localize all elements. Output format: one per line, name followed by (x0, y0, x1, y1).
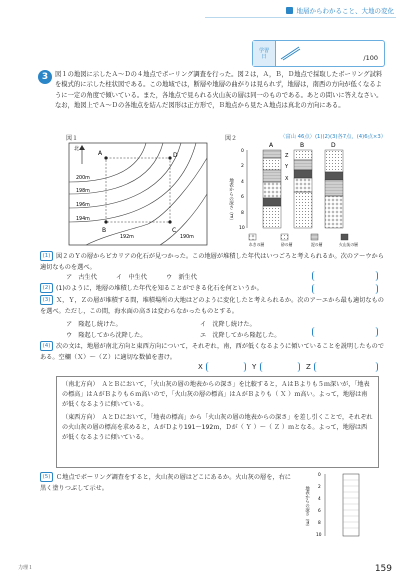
fig3-tick-2: 2 (318, 485, 321, 490)
fig3-tick-8: 8 (318, 521, 321, 526)
q3-answer-box[interactable] (312, 327, 378, 337)
point-d-dot (168, 156, 171, 159)
q3-option-c[interactable]: ウ 隆起してから沈降した。 (66, 332, 147, 339)
empty-column (343, 474, 359, 536)
column-b-label: B (300, 142, 305, 149)
q3-text: Ｘ，Ｙ，Ｚの層が堆積する間，堆積場所の大地はどのように変化したと考えられるか。次のア～エから最も適切なものを選べ。ただし，この間，海水面の高さは変わらなかったものとする。 (40, 297, 384, 315)
q5-number: (5) (40, 472, 53, 482)
q4-blank-y[interactable] (260, 362, 300, 372)
contour-label-192: 192m (120, 235, 134, 240)
question-intro: 図１の地図に示したＡ～Ｄの４地点でボーリング調査を行った。図２は，Ａ，Ｂ，Ｄ地点で採取したボーリング試料を模式的に示した柱状図である。この地域では，断層や地層の曲がりは見られず，地層は，南西の方向が低くなるように一定の角度で傾いている。また，各地点で見られる火山灰の層は同一のものである。あとの問いに答えなさい。なお，地図上でＡ～Ｄの各地点を結んだ図形は正方形で，Ｂ地点から見たＡ地点は真北の方向にある。 (55, 71, 383, 109)
north-label: 北 (74, 146, 80, 152)
fig3-y-axis-label: 地表からの深さ（m） (304, 486, 310, 529)
score-label-top: 学習 (258, 47, 269, 54)
answer-column-chart[interactable] (303, 470, 383, 540)
fig2-legend (249, 234, 358, 247)
score-label-bottom: 日 (261, 53, 267, 60)
layer-x-label: X (285, 176, 289, 182)
figure2-label: 図２ (225, 135, 238, 142)
contour-label-200: 200m (76, 176, 90, 181)
point-c-dot (168, 220, 171, 223)
question-1 (40, 251, 385, 273)
legend-ash: 火山灰の層 (339, 242, 358, 247)
score-label (253, 41, 276, 66)
q1-number: (1) (40, 251, 53, 261)
q4-blank-x[interactable] (206, 362, 246, 372)
q4-blank-y-label: Y (252, 363, 257, 371)
pencil-icon (279, 45, 301, 61)
fig3-tick-10: 10 (316, 533, 322, 538)
explanation-box (56, 376, 379, 468)
point-a-dot (104, 156, 107, 159)
q1-answer-box[interactable] (312, 271, 378, 281)
legend-sand: 砂の層 (281, 242, 293, 247)
fig3-tick-0: 0 (318, 473, 321, 478)
figure1-contour-map (68, 142, 208, 246)
column-a (263, 150, 281, 228)
q2-text: (1)のように，地層の堆積した年代を知ることができる化石を何というか。 (56, 285, 263, 292)
q3-number: (3) (40, 295, 53, 305)
question-3 (40, 295, 385, 317)
question-4 (40, 341, 385, 363)
contour-label-196: 196m (76, 203, 90, 208)
question-number: 3 (38, 70, 52, 84)
column-a-label: A (269, 142, 274, 149)
q3-option-a[interactable]: ア 隆起し続けた。 (66, 321, 122, 328)
header-rule (205, 17, 396, 18)
point-d-label: D (173, 152, 178, 159)
fig2-tick-0: 0 (241, 149, 244, 154)
point-a-label: A (98, 150, 103, 157)
explanation-ew: （東西方向） ＡとＤにおいて，「地表の標高」から「火山灰の層の地表からの深さ」を差し引くことで，それぞれの火山灰の層の標高を求めると，ＡがＤより191～192ｍ，Ｄが（ Ｙ ）～（ Ｚ ）ｍとなる。よって，地層は西が低くなるように傾いている。 (62, 413, 373, 442)
q3-option-b[interactable]: イ 沈降し続けた。 (200, 321, 256, 328)
column-d-label: D (331, 142, 336, 149)
contour-label-194: 194m (76, 217, 90, 222)
legend-mud: 泥の層 (311, 242, 323, 247)
fig2-tick-10: 10 (239, 226, 245, 231)
layer-z-label: Z (285, 153, 289, 159)
contour-label-190: 190m (180, 235, 194, 240)
q4-number: (4) (40, 341, 53, 351)
section-marker-icon (286, 7, 293, 14)
q2-answer-box[interactable] (312, 284, 378, 294)
point-b-dot (104, 220, 107, 223)
contour-label-198: 198m (76, 189, 90, 194)
q4-blank-z-label: Z (306, 363, 311, 371)
q3-option-d[interactable]: エ 沈降してから隆起した。 (200, 332, 281, 339)
q1-option-b[interactable]: イ 中生代 (116, 274, 147, 281)
fig3-tick-4: 4 (318, 497, 321, 502)
q4-blank-x-label: X (198, 363, 203, 371)
q1-option-c[interactable]: ウ 新生代 (166, 274, 197, 281)
footer-left: 力理１ (18, 565, 34, 571)
page-header-title: 地層からわかること、大地の変化 (296, 7, 394, 15)
score-box (252, 40, 385, 67)
explanation-ns: （南北方向） ＡとＢにおいて，「火山灰の層の地表からの深さ」を比較すると，ＡはＢよりも５ｍ深いが，「地表の標高」はＡがＢよりも６ｍ高いので，「火山灰の層の標高」はＡがＢよりも（ Ｘ ）ｍ高い。よって，地層は南が低くなるように傾いている。 (62, 381, 370, 409)
q4-blank-z[interactable] (314, 362, 378, 372)
point-c-label: C (172, 227, 177, 234)
question-source: 〈富山 46点〉(1)(2)(3)各7点，(4)6点×3） (280, 134, 386, 140)
q4-text: 次の文は，地層が南北方向と東西方向について，それぞれ，南，西が低くなるように傾いていることを説明したものである。空欄（Ｘ）～（Ｚ）に適切な数値を書け。 (40, 343, 385, 361)
fig3-tick-6: 6 (318, 509, 321, 514)
q5-text: Ｃ地点でボーリング調査をすると，火山灰の層はどこにあるか。火山灰の層を，右に黒く塗りつぶして示せ。 (40, 474, 291, 492)
page-header (286, 5, 395, 16)
figure1-label: 図１ (66, 135, 79, 142)
point-b-label: B (102, 227, 107, 234)
column-b (294, 150, 312, 228)
fig2-y-axis-label: 地表からの深さ（m） (228, 178, 234, 223)
fig2-tick-8: 8 (241, 211, 244, 216)
map-frame (69, 143, 207, 245)
fig2-tick-2: 2 (241, 164, 244, 169)
question-5 (40, 472, 295, 494)
page-number: 159 (374, 564, 392, 574)
figure2-columnar-section (223, 138, 383, 248)
column-d (325, 150, 343, 228)
legend-gravel: れきの層 (249, 242, 265, 247)
layer-y-label: Y (285, 164, 289, 170)
score-total: /100 (363, 54, 378, 62)
q1-text: 図２のＹの層からビカリアの化石が見つかった。この地層が堆積した年代はいつごろと考えられるか。次のア～ウから適切なものを選べ。 (40, 253, 384, 271)
q1-option-a[interactable]: ア 古生代 (66, 274, 97, 281)
fig2-tick-6: 6 (241, 195, 244, 200)
q2-number: (2) (40, 283, 53, 293)
fig2-tick-4: 4 (241, 180, 244, 185)
